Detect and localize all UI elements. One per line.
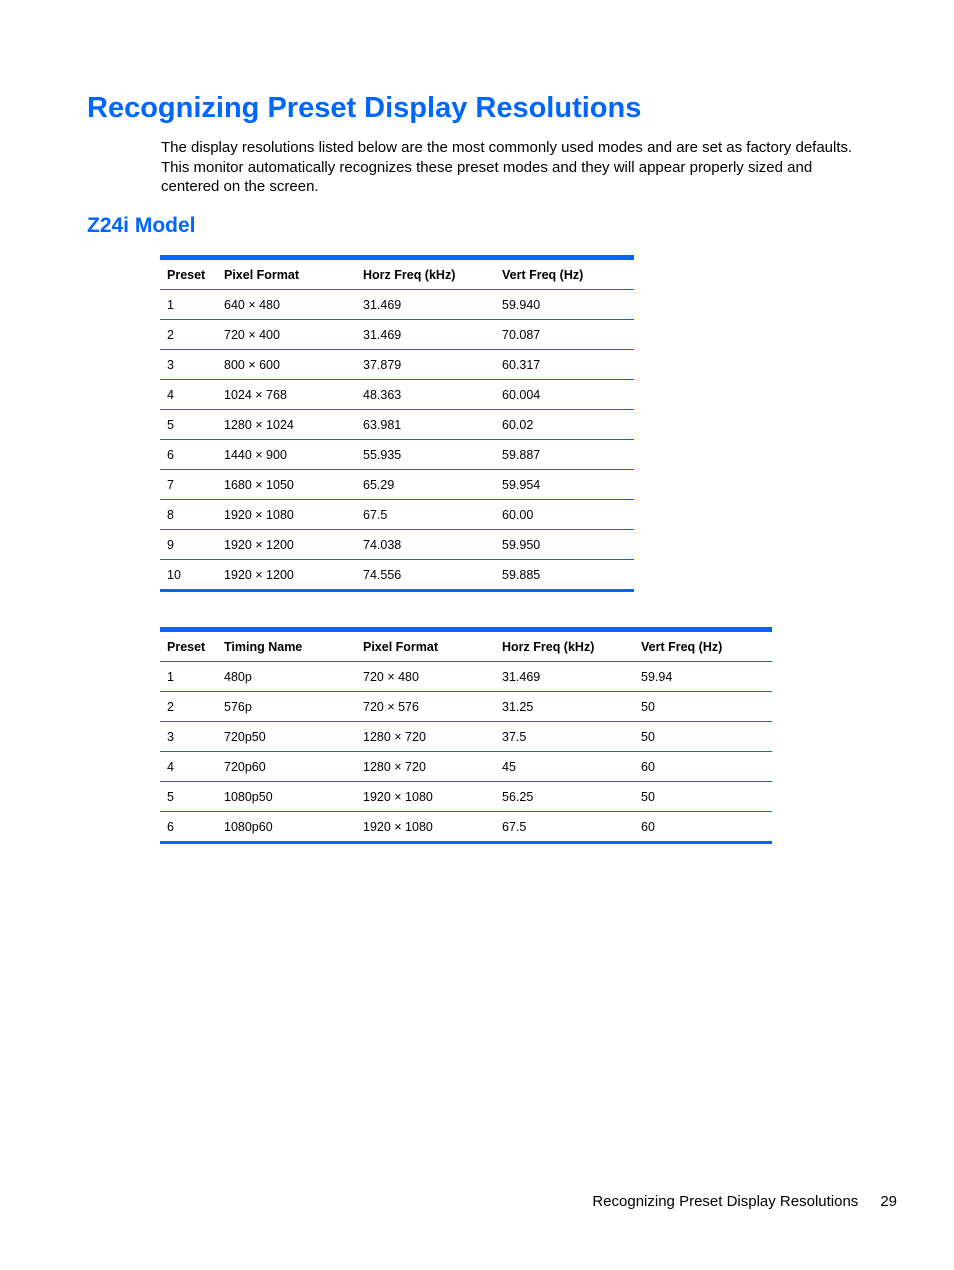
header-horz-freq: Horz Freq (kHz) [495,630,634,662]
cell-preset: 4 [160,380,217,410]
header-vert-freq: Vert Freq (Hz) [634,630,772,662]
table-row [160,500,634,530]
cell-vert-freq: 60.00 [495,500,634,530]
cell-preset: 10 [167,567,181,582]
cell-horz-freq: 63.981 [356,410,495,440]
cell-horz-freq: 31.469 [356,320,495,350]
cell-vert-freq: 60.317 [495,350,634,380]
cell-vert-freq: 60.02 [495,410,634,440]
cell-preset: 5 [160,410,217,440]
cell-pixel-format: 1920 × 1200 [217,530,356,560]
cell-horz-freq: 65.29 [356,470,495,500]
cell-pixel-format: 1920 × 1080 [363,819,433,834]
cell-vert-freq: 70.087 [495,320,634,350]
table-row [160,350,634,380]
cell-horz-freq: 74.556 [363,567,402,582]
table-row [160,410,634,440]
cell-preset: 8 [160,500,217,530]
cell-vert-freq: 50 [634,722,772,752]
cell-horz-freq: 55.935 [356,440,495,470]
cell-timing-name: 1080p50 [217,782,356,812]
cell-pixel-format: 1920 × 1080 [217,500,356,530]
cell-horz-freq: 67.5 [502,819,527,834]
preset-resolution-table [160,255,634,592]
cell-vert-freq: 59.887 [495,440,634,470]
cell-horz-freq: 31.25 [495,692,634,722]
cell-preset: 4 [160,752,217,782]
table-row [160,692,772,722]
cell-pixel-format: 1440 × 900 [217,440,356,470]
cell-vert-freq: 60.004 [495,380,634,410]
table-row [160,440,634,470]
table-row [160,722,772,752]
cell-timing-name: 1080p60 [224,819,273,834]
table-row [160,662,772,692]
header-pixel-format: Pixel Format [356,630,495,662]
cell-preset: 6 [167,819,174,834]
cell-horz-freq: 31.469 [495,662,634,692]
table-header-row [160,258,634,290]
cell-horz-freq: 31.469 [356,290,495,320]
table-row [160,530,634,560]
footer-section-title: Recognizing Preset Display Resolutions [592,1193,859,1210]
cell-pixel-format: 800 × 600 [217,350,356,380]
preset-timing-table [160,627,772,844]
header-preset: Preset [160,630,217,662]
cell-vert-freq: 60 [641,819,655,834]
table-row [160,560,634,591]
cell-preset: 5 [160,782,217,812]
table-row [160,380,634,410]
header-pixel-format: Pixel Format [217,258,356,290]
cell-preset: 2 [160,692,217,722]
table-row [160,782,772,812]
cell-vert-freq: 59.950 [495,530,634,560]
cell-pixel-format: 720 × 400 [217,320,356,350]
header-timing-name: Timing Name [217,630,356,662]
cell-horz-freq: 67.5 [356,500,495,530]
page-number: 29 [880,1193,897,1210]
cell-vert-freq: 59.885 [502,567,541,582]
table-row [160,470,634,500]
cell-horz-freq: 45 [495,752,634,782]
cell-horz-freq: 37.5 [495,722,634,752]
cell-pixel-format: 720 × 480 [356,662,495,692]
cell-pixel-format: 640 × 480 [217,290,356,320]
header-horz-freq: Horz Freq (kHz) [356,258,495,290]
cell-horz-freq: 37.879 [356,350,495,380]
cell-timing-name: 480p [217,662,356,692]
cell-pixel-format: 1280 × 720 [356,752,495,782]
page-title: Recognizing Preset Display Resolutions [87,92,642,124]
cell-timing-name: 720p50 [217,722,356,752]
cell-horz-freq: 56.25 [495,782,634,812]
cell-vert-freq: 59.940 [495,290,634,320]
cell-preset: 3 [160,350,217,380]
table-row [160,290,634,320]
cell-timing-name: 720p60 [217,752,356,782]
cell-preset: 1 [160,290,217,320]
cell-pixel-format: 1280 × 1024 [217,410,356,440]
table-row [160,320,634,350]
cell-horz-freq: 48.363 [356,380,495,410]
cell-vert-freq: 59.94 [634,662,772,692]
page-footer [592,1192,897,1211]
cell-vert-freq: 50 [634,692,772,722]
table-row [160,752,772,782]
cell-vert-freq: 60 [634,752,772,782]
cell-preset: 1 [160,662,217,692]
cell-preset: 3 [160,722,217,752]
cell-preset: 2 [160,320,217,350]
cell-timing-name: 576p [217,692,356,722]
table-row [160,812,772,843]
cell-preset: 9 [160,530,217,560]
cell-pixel-format: 1680 × 1050 [217,470,356,500]
cell-pixel-format: 1920 × 1080 [356,782,495,812]
cell-vert-freq: 50 [634,782,772,812]
cell-pixel-format: 1024 × 768 [217,380,356,410]
cell-pixel-format: 1280 × 720 [356,722,495,752]
cell-horz-freq: 74.038 [356,530,495,560]
cell-vert-freq: 59.954 [495,470,634,500]
cell-pixel-format: 1920 × 1200 [224,567,294,582]
table-header-row [160,630,772,662]
header-vert-freq: Vert Freq (Hz) [495,258,634,290]
cell-preset: 6 [160,440,217,470]
section-title: Z24i Model [87,214,196,237]
cell-pixel-format: 720 × 576 [356,692,495,722]
cell-preset: 7 [160,470,217,500]
header-preset: Preset [160,258,217,290]
intro-paragraph: The display resolutions listed below are the most commonly used modes and are set as factory defaults. This monitor automatically recognizes these preset modes and they will appear properly sized and centered on the screen. [161,139,853,195]
